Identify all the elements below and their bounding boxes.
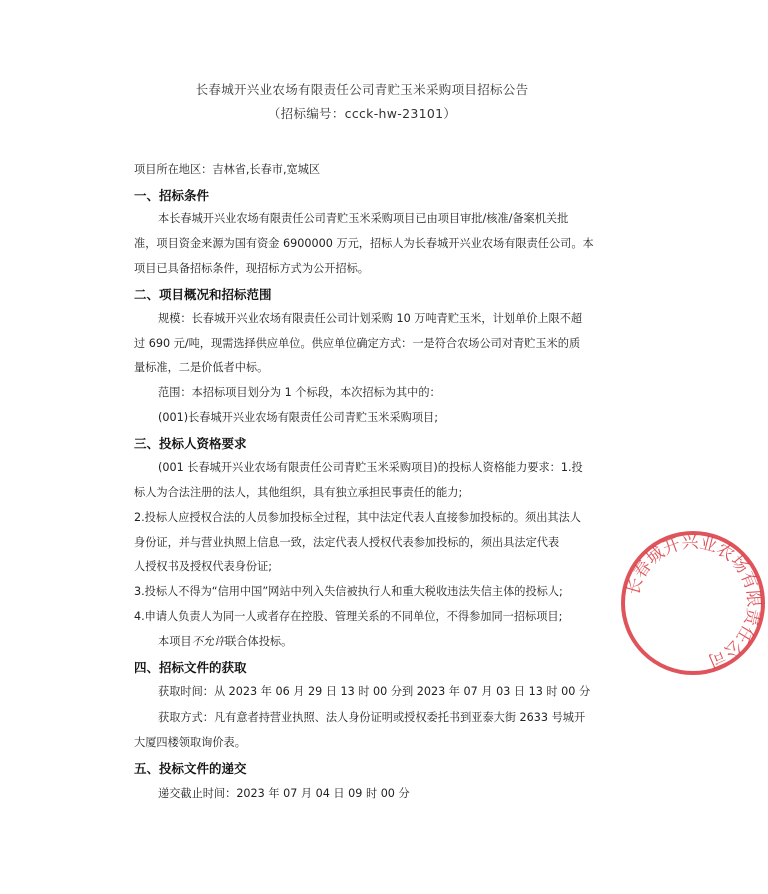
section-3-line-1: (001 长春城开兴业农场有限责任公司青贮玉米采购项目)的投标人资格能力要求：1.投 bbox=[158, 461, 583, 474]
section-1-line-2: 准，项目资金来源为国有资金 6900000 万元，招标人为长春城开兴业农场有限责任公司。本 bbox=[134, 237, 594, 250]
note-suffix: 联合体投标。 bbox=[225, 635, 293, 648]
section-3-line-7: 4.申请人负责人为同一人或者存在控股、管理关系的不同单位，不得参加同一招标项目; bbox=[134, 610, 563, 623]
document-title: 长春城开兴业农场有限责任公司青贮玉米采购项目招标公告 bbox=[195, 82, 529, 97]
section-2-line-1: 规模：长春城开兴业农场有限责任公司计划采购 10 万吨青贮玉米，计划单价上限不超 bbox=[158, 312, 583, 325]
section-3-line-2: 标人为合法注册的法人，其他组织，具有独立承担民事责任的能力; bbox=[134, 486, 463, 499]
section-2-heading: 二、项目概况和招标范围 bbox=[134, 287, 272, 302]
section-4-heading: 四、招标文件的获取 bbox=[134, 660, 247, 675]
tender-number: （招标编号：ccck-hw-23101） bbox=[267, 106, 457, 121]
section-1-heading: 一、招标条件 bbox=[134, 188, 210, 203]
section-3-line-4: 身份证，并与营业执照上信息一致，法定代表人授权代表参加投标的，须出具法定代表 bbox=[134, 536, 560, 549]
section-4-line-2: 获取方式：凡有意者持营业执照、法人身份证明或授权委托书到亚泰大街 2633 号城开 bbox=[158, 711, 586, 724]
project-location: 项目所在地区：吉林省,长春市,宽城区 bbox=[134, 163, 321, 176]
section-3-line-3: 2.投标人应授权合法的人员参加投标全过程，其中法定代表人直接参加投标的。须出其法人 bbox=[134, 511, 581, 524]
seal-text: 长春城开兴业农场有限责任公司 bbox=[623, 532, 764, 671]
section-5-heading: 五、投标文件的递交 bbox=[134, 761, 247, 776]
section-5-line-1: 递交截止时间：2023 年 07 月 04 日 09 时 00 分 bbox=[158, 787, 410, 800]
section-2-scope: 范围：本招标项目划分为 1 个标段，本次招标为其中的： bbox=[158, 386, 441, 399]
section-4-line-1: 获取时间：从 2023 年 06 月 29 日 13 时 00 分到 2023 年 07 月 03 日 13 时 00 分 bbox=[158, 685, 591, 698]
section-1-line-1: 本长春城开兴业农场有限责任公司青贮玉米采购项目已由项目审批/核准/备案机关批 bbox=[158, 212, 569, 225]
section-3-heading: 三、投标人资格要求 bbox=[134, 436, 247, 451]
section-3-line-6: 3.投标人不得为“信用中国”网站中列入失信被执行人和重大税收违法失信主体的投标人; bbox=[134, 585, 563, 598]
section-1-line-3: 项目已具备招标条件，现招标方式为公开招标。 bbox=[134, 262, 369, 275]
section-3-line-5: 人授权书及授权代表身份证; bbox=[134, 560, 273, 573]
section-2-line-2: 过 690 元/吨，现需选择供应单位。供应单位确定方式：一是符合农场公司对青贮玉米的质 bbox=[134, 337, 581, 350]
note-prefix: 本项目 bbox=[158, 635, 192, 648]
section-2-lot: (001)长春城开兴业农场有限责任公司青贮玉米采购项目; bbox=[158, 411, 438, 424]
company-seal-stamp bbox=[618, 528, 768, 678]
section-4-line-3: 大厦四楼领取询价表。 bbox=[134, 736, 246, 749]
note-italic: 不允许 bbox=[191, 635, 226, 648]
section-3-consortium-note bbox=[158, 635, 292, 649]
section-2-line-3: 量标准，二是价低者中标。 bbox=[134, 361, 269, 374]
